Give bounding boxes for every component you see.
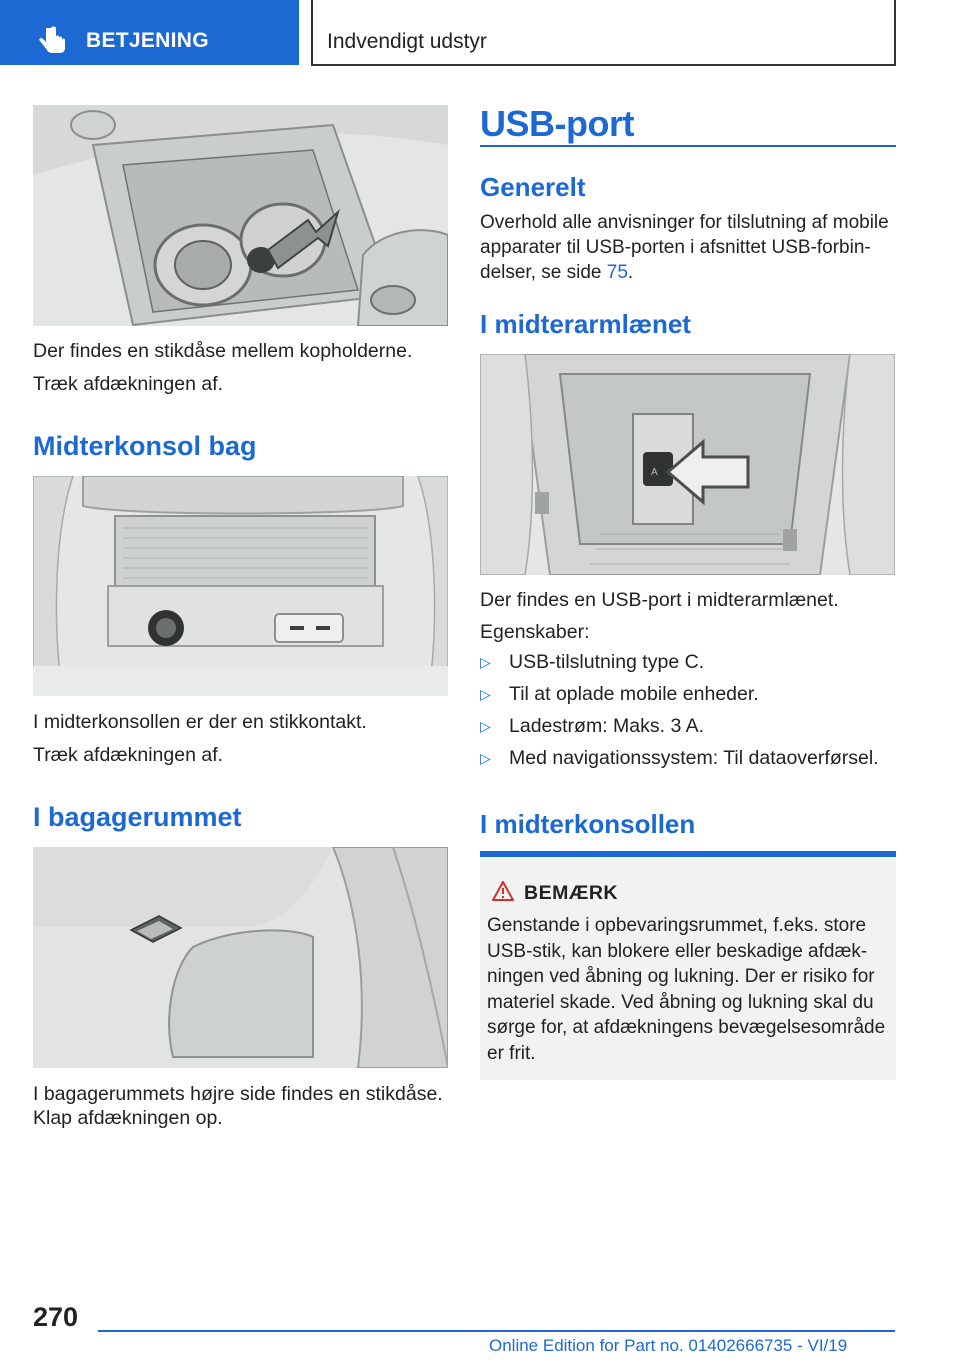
notice-line: Genstande i opbevaringsrummet, f.eks. store [487, 915, 867, 936]
heading-center-console: I midterkonsollen [480, 809, 696, 839]
notice-line: er frit. [487, 1042, 536, 1064]
notice-box [480, 851, 896, 1080]
page-number: 270 [33, 1302, 79, 1332]
rear-console-socket-figure [33, 476, 448, 696]
hand-pointer-icon [38, 26, 68, 54]
chapter-header [311, 0, 896, 66]
notice-line: materiel skade. Ved åbning og lukning skal du [487, 991, 874, 1013]
heading-general: Generelt [480, 172, 586, 202]
fig2-caption-2: Træk afdækningen af. [33, 744, 224, 766]
properties-label: Egenskaber: [480, 621, 590, 643]
svg-text:A: A [651, 467, 658, 478]
list-item-text: USB-tilslutning type C. [509, 651, 705, 673]
title-rule [480, 145, 896, 147]
bullet-mark: ▷ [480, 686, 491, 702]
trunk-socket-figure [33, 847, 448, 1068]
fig1-caption-2: Træk afdækningen af. [33, 373, 224, 395]
page-75-link[interactable]: 75 [606, 262, 628, 283]
list-item-text: Med navigationssystem: Til dataoverførsel. [509, 747, 879, 769]
footer-rule [98, 1330, 895, 1332]
notice-title: BEMÆRK [524, 882, 618, 904]
general-line-1: Overhold alle anvisninger for tilslutning af mobile [480, 212, 889, 233]
fig3-caption-1: I bagagerummets højre side findes en stikdåse. [33, 1083, 443, 1105]
notice-line: sørge for, at afdækningens bevægelsesområde [487, 1017, 886, 1038]
list-item-text: Ladestrøm: Maks. 3 A. [509, 715, 705, 737]
armrest-usb-figure [480, 354, 895, 575]
section-label: BETJENING [86, 29, 209, 52]
warning-triangle-icon [492, 881, 514, 901]
section-tab[interactable] [0, 0, 299, 65]
chapter-label: Indvendigt udstyr [327, 30, 487, 53]
armrest-caption: Der findes en USB-port i midterarmlænet. [480, 589, 839, 611]
heading-trunk: I bagagerummet [33, 802, 242, 832]
general-line-3-prefix: delser, se side [480, 262, 607, 283]
fig1-caption-1: Der findes en stikdåse mellem kopholderne. [33, 340, 413, 362]
cupholder-socket-figure [33, 105, 448, 326]
general-line-2: apparater til USB-porten i afsnittet USB-forbin- [480, 237, 871, 258]
notice-line: ningen ved åbning og lukning. Der er risiko for [487, 966, 875, 987]
notice-line: USB-stik, kan blokere eller beskadige afdæk- [487, 940, 868, 962]
bullet-mark: ▷ [480, 750, 491, 766]
fig3-caption-2: Klap afdækningen op. [33, 1107, 223, 1129]
notice-body [487, 913, 891, 1066]
heading-armrest: I midterarmlænet [480, 309, 691, 339]
fig2-caption-1: I midterkonsollen er der en stikkontakt. [33, 711, 367, 733]
bullet-mark: ▷ [480, 654, 491, 670]
edition-text: Online Edition for Part no. 01402666735 - VI/19 [489, 1336, 848, 1355]
general-line-3 [480, 260, 633, 286]
bullet-mark: ▷ [480, 718, 491, 734]
page-title: USB-port [480, 103, 634, 144]
heading-rear-console: Midterkonsol bag [33, 431, 257, 461]
general-line-3-suffix: . [627, 262, 634, 283]
list-item-text: Til at oplade mobile enheder. [509, 683, 759, 705]
